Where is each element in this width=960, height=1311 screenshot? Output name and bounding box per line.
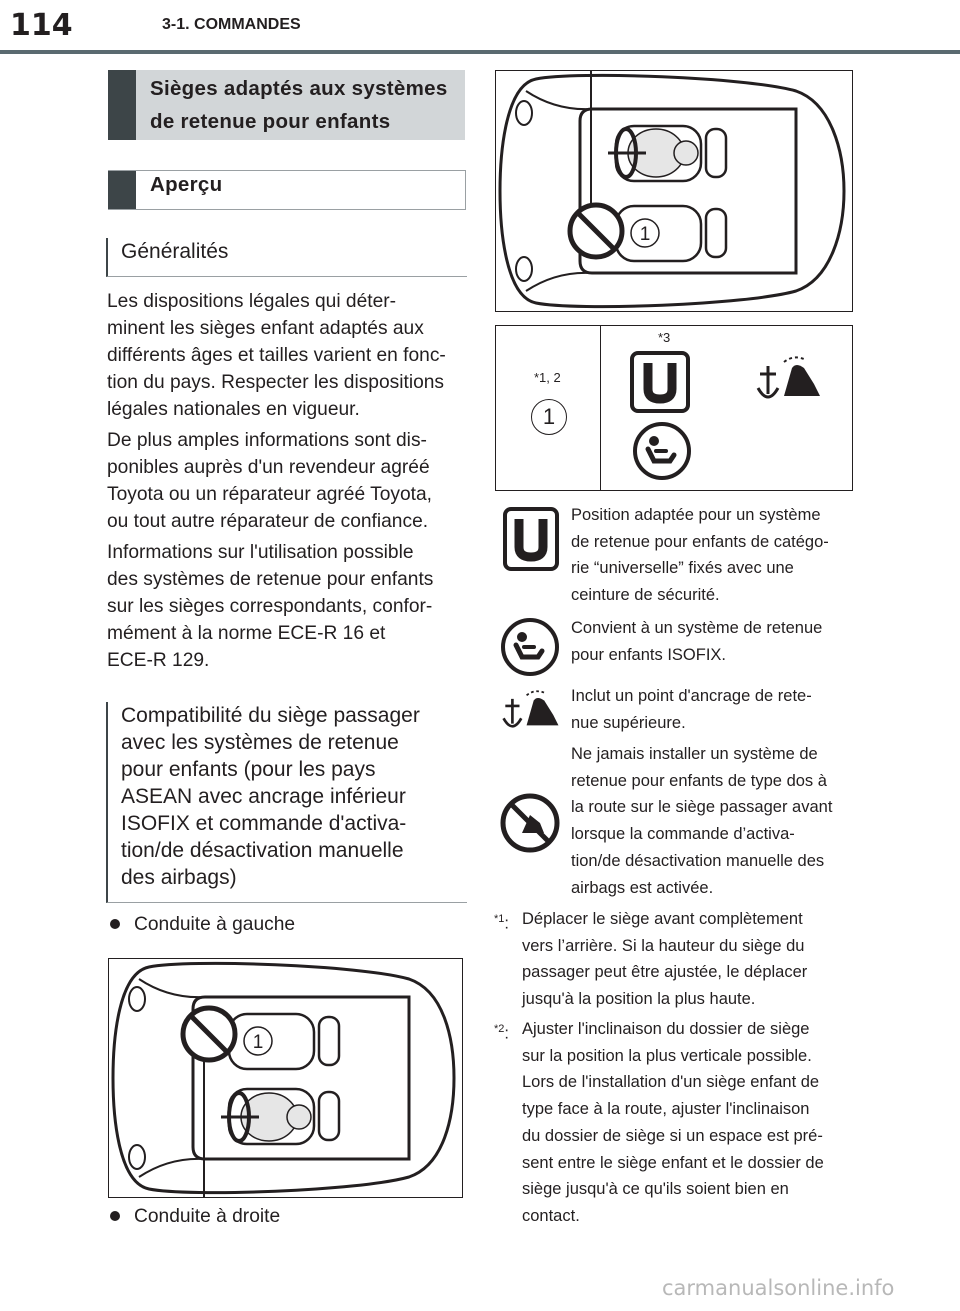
- top-tether-anchor-icon: [500, 688, 562, 738]
- chapter-title: 3-1. COMMANDES: [162, 16, 301, 33]
- footnote-mark: *1: [494, 913, 505, 925]
- diagram-right-drive: [495, 70, 853, 312]
- isofix-icon: [632, 421, 692, 481]
- seat-number-label: 1: [639, 224, 651, 245]
- header-rule: [0, 50, 960, 54]
- seat-number-label: 1: [252, 1032, 264, 1053]
- general-heading: Généralités: [121, 240, 229, 263]
- subsection-bar: [108, 171, 136, 209]
- table-col2-note: *3: [658, 330, 671, 345]
- car-top-view-left: [109, 959, 462, 1197]
- bullet-dot: [110, 1211, 120, 1221]
- paragraph-info: De plus amples informations sont dis- ponibles auprès d'un revendeur agréé Toyota ou un réparateur agréé Toyota, ou tout autre réparateur de confiance.: [107, 430, 432, 532]
- page-number: 114: [10, 8, 73, 43]
- bullet-right-drive: Conduite à droite: [110, 1206, 280, 1228]
- compat-heading: Compatibilité du siège passager avec les systèmes de retenue pour enfants (pour les pays ASEAN avec ancrage inférieur ISOFIX et commande d'activa- tion/de désactivation manuelle des airbags): [121, 704, 420, 889]
- legend-isofix-text: Convient à un système de retenue pour enfants ISOFIX.: [571, 619, 823, 664]
- legend-warning-text: Ne jamais installer un système de retenue pour enfants de type dos à la route sur le siège passager avant lorsque la commande d’activa- tion/de désactivation manuelle des airbags est activée.: [571, 745, 833, 897]
- section-title-box: [108, 70, 465, 140]
- universal-u-icon: [503, 507, 559, 571]
- bullet-left-drive: Conduite à gauche: [110, 914, 295, 936]
- seat-number-circle: 1: [531, 399, 567, 435]
- top-tether-anchor-icon: [754, 354, 824, 410]
- compat-table: [495, 325, 853, 491]
- isofix-icon: [500, 617, 560, 677]
- watermark: carmanualsonline.info: [662, 1276, 895, 1300]
- body-text: [107, 288, 472, 678]
- subsection-box: [108, 170, 466, 210]
- subsection-title: Aperçu: [150, 173, 223, 196]
- paragraph-legal: Les dispositions légales qui déter- minent les sièges enfant adaptés aux différents âges et tailles varient en fonc- tion du pays. Respecter les dispositions légales nationales en vigueur.: [107, 291, 446, 420]
- table-col1-note: *1, 2: [534, 370, 561, 385]
- compat-heading-box: [106, 702, 467, 903]
- general-heading-box: [106, 238, 467, 277]
- legend-tether-text: Inclut un point d'ancrage de rete- nue supérieure.: [571, 687, 812, 732]
- no-rear-facing-seat-icon: [500, 793, 560, 853]
- paragraph-norms: Informations sur l'utilisation possible des systèmes de retenue pour enfants sur les sièges correspondants, confor- mément à la norme ECE-R 16 et ECE-R 129.: [107, 542, 434, 671]
- diagram-left-drive: [108, 958, 463, 1198]
- table-divider: [600, 326, 601, 490]
- section-title: Sièges adaptés aux systèmes de retenue pour enfants: [150, 77, 448, 133]
- section-title-bar: [108, 70, 136, 140]
- universal-u-icon: [630, 351, 690, 413]
- legend-universal-text: Position adaptée pour un système de retenue pour enfants de catégo- rie “universelle” fixés avec une ceinture de sécurité.: [571, 506, 829, 605]
- bullet-dot: [110, 919, 120, 929]
- footnote-mark: *2: [494, 1023, 505, 1035]
- car-top-view-right: [496, 71, 852, 311]
